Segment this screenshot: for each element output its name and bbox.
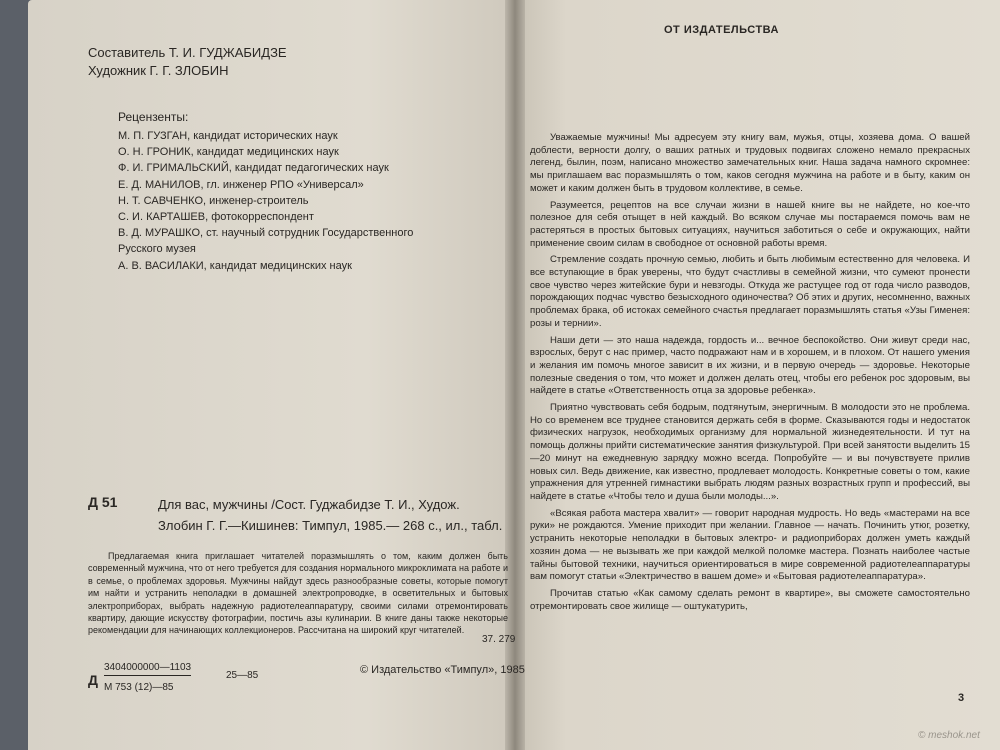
reviewers-title: Рецензенты:: [118, 110, 189, 124]
copyright: © Издательство «Тимпул», 1985: [360, 664, 525, 676]
reviewer-line: А. В. ВАСИЛАКИ, кандидат медицинских наук: [118, 259, 352, 272]
fraction-numerator: 3404000000—1103: [104, 662, 191, 676]
paragraph: Уважаемые мужчины! Мы адресуем эту книгу вам, мужья, отцы, хозяева дома. О вашей доблести, верности долгу, о ваших ратных и трудовых подвигах сложено немало прекрасных легенд, былин, поэм, написано множество замечательных книг. Наша задача намного скромнее: мы приглашаем вас поразмышлять о том, каков сегодня мужчина на работе и в быту, каким он может и каким должен быть в трудовом коллективе, в семье.: [530, 132, 970, 194]
watermark: © meshok.net: [918, 730, 980, 741]
page-number: 3: [958, 692, 965, 704]
artist-line: Художник Г. Г. ЗЛОБИН: [88, 63, 229, 78]
section-title: ОТ ИЗДАТЕЛЬСТВА: [664, 24, 779, 36]
reviewer-line: Е. Д. МАНИЛОВ, гл. инженер РПО «Универсал»: [118, 178, 364, 191]
catalog-code: Д 51: [88, 494, 118, 510]
reviewer-line: Ф. И. ГРИМАЛЬСКИЙ, кандидат педагогических наук: [118, 162, 389, 175]
paragraph: Разумеется, рецептов на все случаи жизни в нашей книге вы не найдете, но кое-что полезное для себя отыщет в ней каждый. Во всяком случае мы постараемся помочь вам не растеряться в простых бытовых ситуациях, научиться заботиться о себе и окружающих, найти применение своим силам в свободное от основной работы время.: [530, 199, 970, 249]
paragraph: Приятно чувствовать себя бодрым, подтянутым, энергичным. В молодости это не проблема. Но со временем все труднее становится держать себя в форме. Сказываются годы и недостаток физических нагрузок, необходимых организму для нормальной жизнедеятельности. И тут на помощь должны прийти систематические занятия физкультурой. При всей занятости выделить 15—20 минут на ежедневную зарядку можно всегда. Попробуйте — и вы почувствуете прилив новых сил. Ведь движение, как известно, продлевает молодость. Конкретные советы о том, какие упражнения для утренней гимнастики выбрать людям разных возрастных групп и профессий, вы найдете в статье «Чтобы тело и душа были молоды...».: [530, 402, 970, 502]
reviewer-line: С. И. КАРТАШЕВ, фотокорреспондент: [118, 211, 314, 224]
compiler-line: Составитель Т. И. ГУДЖАБИДЗЕ: [88, 45, 287, 60]
reviewer-line: Н. Т. САВЧЕНКО, инженер-строитель: [118, 194, 309, 207]
paragraph: Наши дети — это наша надежда, гордость и... вечное беспокойство. Они живут среди нас, взрослых, берут с нас пример, часто подражают нам и в хорошем, и в плохом. От нашего умения и желания им помочь многое зависит в их жизни, и в первую очередь — здоровье. Некоторые полезные сведения о том, что может и должен делать отец, чтобы его ребенок рос здоровым, вы найдете в статье «Ответственность отца за здоровье ребенка».: [530, 334, 970, 397]
bbk-code: 37. 279: [482, 634, 516, 645]
catalog-fraction: [104, 662, 191, 693]
reviewer-line: В. Д. МУРАШКО, ст. научный сотрудник Государственного: [118, 227, 414, 240]
paragraph: Стремление создать прочную семью, любить и быть любимым естественно для человека. И все вступающие в брак уверены, что будут счастливы в семейной жизни, что сумеют пронести свое чувство через житейские бури и невзгоды. Откуда же растущее год от года число разводов, порождающих подчас чувство безысходного одиночества? Об этих и других, несомненно, важных проблемах брака, об истоках семейного счастья предлагает поразмышлять статья «Узы Гименея: розы и тернии».: [530, 254, 970, 329]
paragraph: «Всякая работа мастера хвалит» — говорит народная мудрость. Но ведь «мастерами на все руки» не рождаются. Умение приходит при желании. Главное — начать. Починить утюг, розетку, устранить некоторые неполадки в бытовых электро- и радиоприборах должен уметь каждый хозяин дома — не вызывать же при каждой мелкой поломке мастера. Познать наиболее частые тайны бытовой техники, научиться ориентироваться в мире современной радиотелеаппаратуры вам помогут статьи «Электричество в вашем доме» и «Бытовая радиотелеаппаратура».: [530, 507, 970, 583]
catalog-entry: Для вас, мужчины /Сост. Гуджабидзе Т. И., Худож. Злобин Г. Г.—Кишинев: Тимпул, 1985.— 268 с., ил., табл.: [158, 497, 503, 533]
reviewer-line: О. Н. ГРОНИК, кандидат медицинских наук: [118, 146, 339, 159]
foreword-body: [530, 132, 970, 617]
book-annotation: Предлагаемая книга приглашает читателей поразмышлять о том, каким должен быть современный мужчина, что от него требуется для создания нормального микроклимата на работе и в семье, о проблемах здоровья. Мужчины найдут здесь разнообразные советы, которые помогут им найти и устранить неполадки в домашней электропроводке, в осветительных и бытовых электроприборах, выбрать надежную радиотелеаппаратуру, своими силами отремонтировать квартиру, дающие искусству фотографии, постичь азы кулинарии. В книге даны также некоторые рекомендации для начинающих коллекционеров. Рассчитана на широкий круг читателей.: [88, 551, 508, 636]
credits: [88, 44, 287, 80]
paragraph: Прочитав статью «Как самому сделать ремонт в квартире», вы сможете самостоятельно отремонтировать свое жилище — оштукатурить,: [530, 587, 970, 612]
reviewer-line: Русского музея: [118, 243, 196, 256]
reviewer-line: М. П. ГУЗГАН, кандидат исторических наук: [118, 130, 338, 142]
left-page: [28, 0, 512, 750]
fraction-denominator: М 753 (12)—85: [104, 682, 174, 693]
fraction-tail: 25—85: [226, 670, 259, 681]
catalog-letter: Д: [88, 672, 98, 688]
reviewers-list: [118, 128, 508, 274]
